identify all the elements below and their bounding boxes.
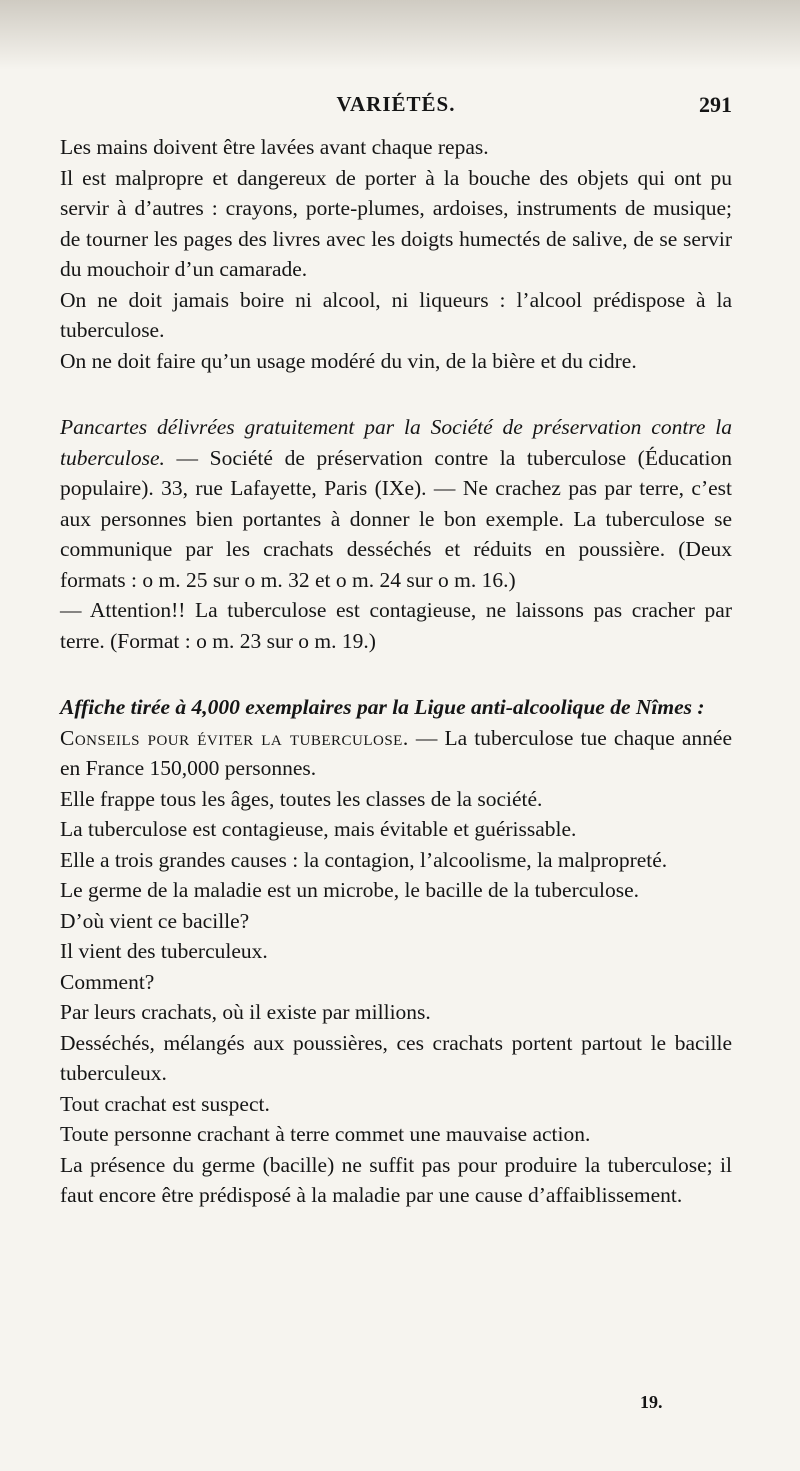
affiche-line: Comment? (60, 969, 155, 994)
paragraph: On ne doit jamais boire ni alcool, ni liqueurs : l’alcool prédispose à la tuberculose. (60, 287, 732, 342)
page-body (60, 132, 732, 1211)
section-gap (60, 656, 732, 692)
page-edge (0, 0, 800, 70)
conseils-heading: Conseils pour éviter la tuberculose. (60, 725, 409, 750)
affiche-line: Par leurs crachats, où il existe par millions. (60, 1000, 431, 1024)
attention-paragraph: — Attention!! La tuberculose est contagieuse, ne laissons pas cracher par terre. (Format : o m. 23 sur o m. 19.) (60, 598, 732, 653)
affiche-line: La présence du germe (bacille) ne suffit pas pour produire la tuberculose; il faut encore être prédisposé à la maladie par une cause d’affaiblissement. (60, 1152, 732, 1207)
page-header (60, 92, 732, 126)
affiche-line: Desséchés, mélangés aux poussières, ces crachats portent partout le bacille tuberculeux. (60, 1030, 732, 1085)
conseils-paragraph (60, 723, 732, 784)
running-head: VARIÉTÉS. (336, 92, 456, 116)
paragraph: On ne doit faire qu’un usage modéré du vin, de la bière et du cidre. (60, 348, 637, 373)
page-number: 291 (699, 92, 732, 117)
affiche-line: Il vient des tuberculeux. (60, 939, 268, 963)
paragraph: Il est malpropre et dangereux de porter à la bouche des objets qui ont pu servir à d’autres : crayons, porte-plumes, ardoises, instruments de musique; de tourner les pages des livres avec les doigts humectés de salive, de se servir du mouchoir d’un camarade. (60, 165, 732, 281)
conseils-text: — La tuberculose tue chaque année en France 150,000 personnes. (60, 725, 732, 780)
affiche-line: Le germe de la maladie est un microbe, le bacille de la tuberculose. (60, 878, 640, 902)
affiche-title: Affiche tirée à 4,000 exemplaires par la Ligue anti-alcoolique de Nîmes : (60, 695, 705, 719)
affiche-line: Toute personne crachant à terre commet une mauvaise action. (60, 1122, 591, 1146)
affiche-line: Tout crachat est suspect. (60, 1091, 270, 1116)
pancartes-title: Pancartes délivrées gratuitement par la Société de préservation contre la tuberculose. (60, 415, 732, 470)
affiche-line: Elle a trois grandes causes : la contagion, l’alcoolisme, la malpropreté. (60, 847, 668, 872)
section-gap (60, 376, 732, 412)
signature-mark: 19. (640, 1392, 663, 1412)
affiche-line: D’où vient ce bacille? (60, 908, 250, 933)
affiche-line: La tuberculose est contagieuse, mais évitable et guérissable. (60, 817, 577, 841)
pancartes-text: — Société de préservation contre la tuberculose (Éducation populaire). 33, rue Lafayette, Paris (IXe). — Ne crachez pas par terre, c’est aux personnes bien portantes à donner le bon exemple. La tuberculose se communique par les crachats desséchés et réduits en poussière. (Deux formats : o m. 25 sur o m. 32 et o m. 24 sur o m. 16.) (60, 445, 732, 592)
affiche-line: Elle frappe tous les âges, toutes les classes de la société. (60, 786, 543, 811)
paragraph: Les mains doivent être lavées avant chaque repas. (60, 135, 489, 159)
pancartes-paragraph (60, 412, 732, 595)
